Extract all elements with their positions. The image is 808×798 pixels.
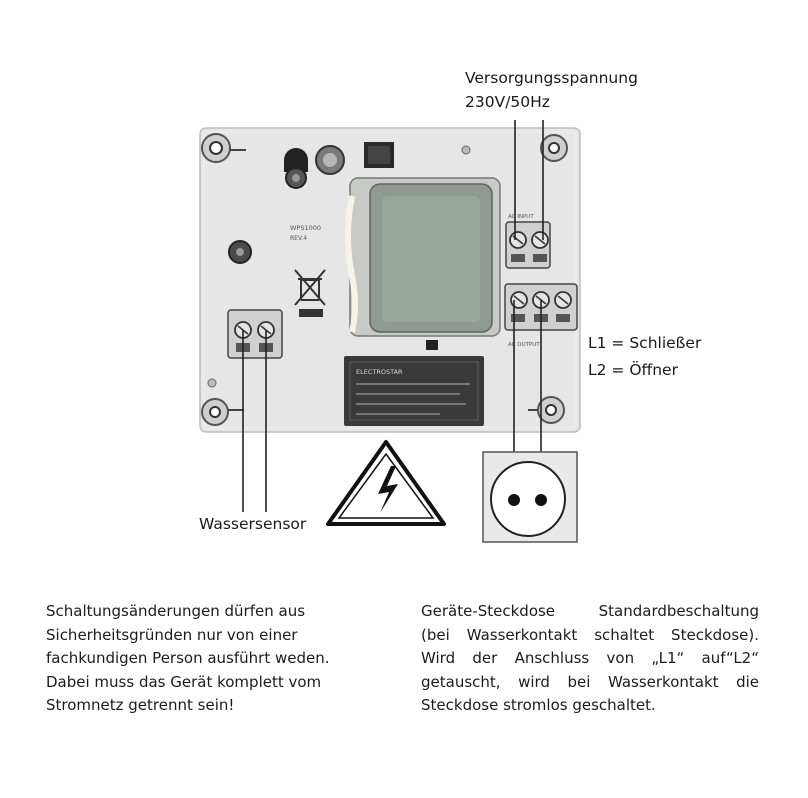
mounting-hole xyxy=(541,135,567,161)
socket-note-line: Wird der Anschluss von „L1“ auf“L2“ xyxy=(421,649,759,667)
ic-chip xyxy=(364,142,394,168)
relay-brand-text: ELECTROSTAR xyxy=(356,368,403,376)
l2-label: L2 = Öffner xyxy=(588,361,678,379)
safety-note-line: Stromnetz getrennt sein! xyxy=(46,696,235,714)
safety-note-line: fachkundigen Person ausführt weden. xyxy=(46,649,330,667)
socket-note-line: getauscht, wird bei Wasserkontakt die xyxy=(421,672,759,691)
capacitor xyxy=(229,241,251,263)
via-hole xyxy=(208,379,216,387)
relay xyxy=(344,356,484,426)
safety-note-line: Sicherheitsgründen nur von einer xyxy=(46,625,298,644)
board-rev-text: REV.4 xyxy=(290,235,308,242)
socket-note-line: Geräte-Steckdose Standardbeschaltung xyxy=(421,602,759,620)
water-sensor-label: Wassersensor xyxy=(199,515,307,533)
socket-wiring-note xyxy=(421,600,759,718)
supply-voltage-label: Versorgungsspannung xyxy=(465,69,638,87)
capacitor xyxy=(286,168,306,188)
supply-voltage-value: 230V/50Hz xyxy=(465,93,550,111)
socket-note-line: (bei Wasserkontakt schaltet Steckdose). xyxy=(421,625,759,644)
ac-input-text: AC INPUT xyxy=(508,214,534,220)
l1-label: L1 = Schließer xyxy=(588,334,702,352)
board-model-text: WPS1000 xyxy=(290,224,322,232)
transformer xyxy=(348,178,500,336)
led xyxy=(426,340,438,350)
safety-note xyxy=(46,600,386,718)
socket-note-line: Steckdose stromlos geschaltet. xyxy=(421,696,656,714)
high-voltage-warning-icon xyxy=(328,442,444,524)
ac-output-text: AC OUTPUT xyxy=(508,342,540,348)
safety-note-line: Schaltungsänderungen dürfen aus xyxy=(46,602,306,620)
safety-note-line: Dabei muss das Gerät komplett vom xyxy=(46,672,322,691)
capacitor xyxy=(316,146,344,174)
via-hole xyxy=(462,146,470,154)
wall-socket-icon xyxy=(483,452,577,542)
sensor-terminal xyxy=(228,310,282,358)
